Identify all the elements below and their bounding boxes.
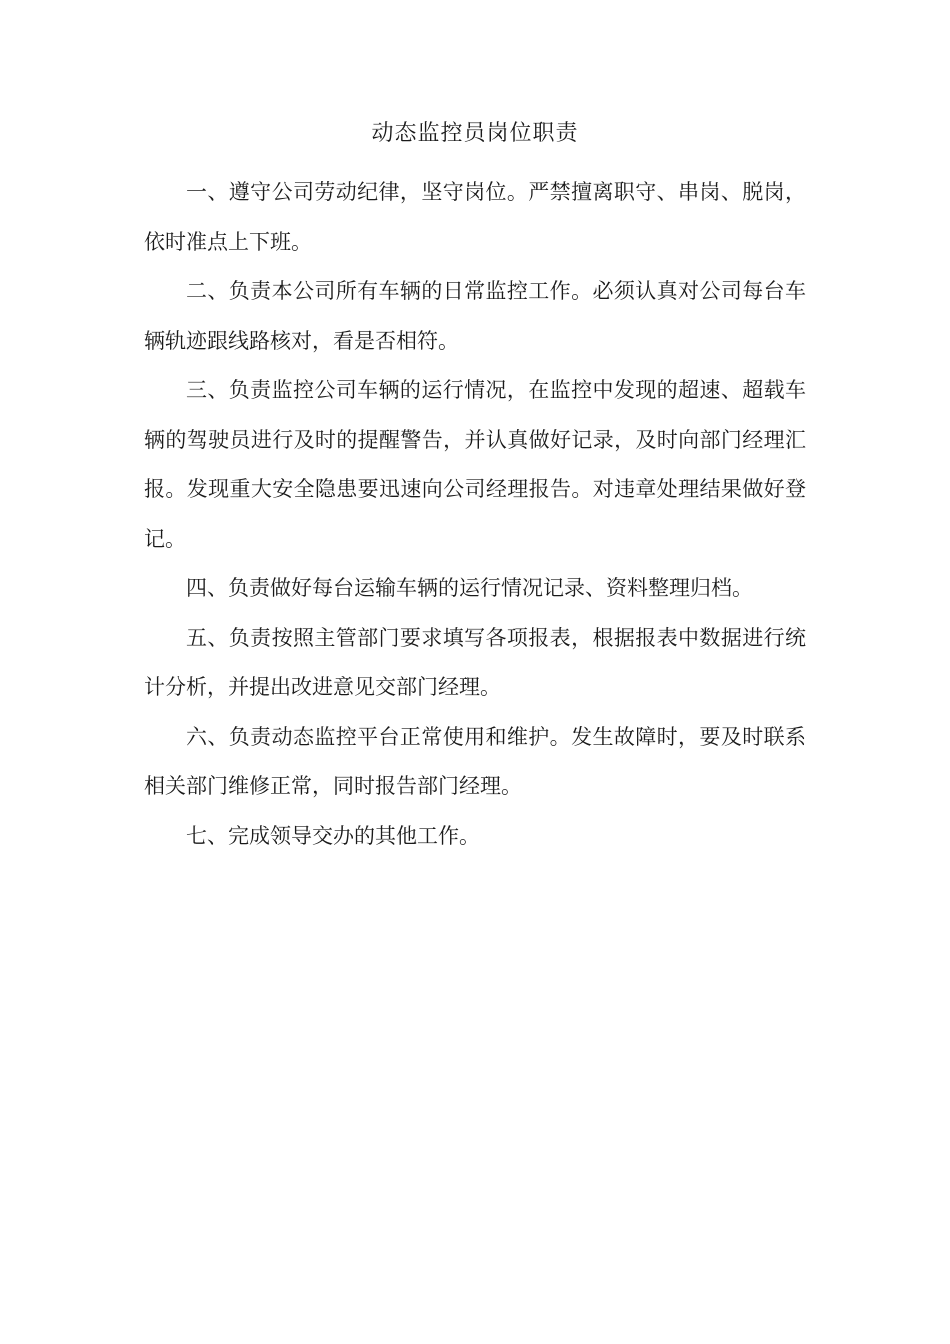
duty-paragraph-1: 一、遵守公司劳动纪律，坚守岗位。严禁擅离职守、串岗、脱岗，依时准点上下班。 <box>144 180 806 254</box>
document-title: 动态监控员岗位职责 <box>371 121 579 146</box>
duty-paragraph-7: 七、完成领导交办的其他工作。 <box>186 823 480 848</box>
duty-paragraph-5: 五、负责按照主管部门要求填写各项报表，根据报表中数据进行统计分析，并提出改进意见交部门经理。 <box>144 625 806 699</box>
duty-paragraph-4: 四、负责做好每台运输车辆的运行情况记录、资料整理归档。 <box>186 576 753 600</box>
duty-paragraph-3: 三、负责监控公司车辆的运行情况，在监控中发现的超速、超载车辆的驾驶员进行及时的提醒警告，并认真做好记录，及时向部门经理汇报。发现重大安全隐患要迅速向公司经理报告。对违章处理结果做好登记。 <box>144 378 806 551</box>
duty-paragraph-2: 二、负责本公司所有车辆的日常监控工作。必须认真对公司每台车辆轨迹跟线路核对，看是否相符。 <box>144 279 806 353</box>
document-body <box>144 168 806 861</box>
duty-paragraph-6: 六、负责动态监控平台正常使用和维护。发生故障时，要及时联系相关部门维修正常，同时报告部门经理。 <box>144 724 806 798</box>
